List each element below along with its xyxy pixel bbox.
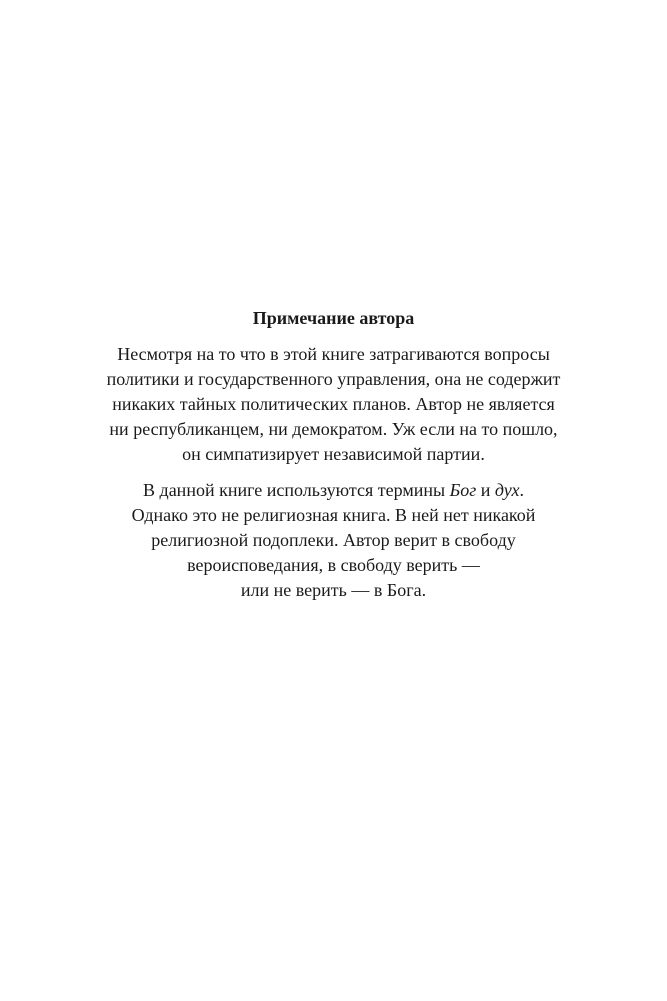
paragraph-line: Несмотря на то что в этой книге затрагиваются вопросы xyxy=(117,344,550,364)
paragraph-line: он симпатизирует независимой партии. xyxy=(182,444,485,464)
note-paragraph-religion xyxy=(0,478,667,603)
italic-term-god: Бог xyxy=(449,480,477,500)
paragraph-line: Однако это не религиозная книга. В ней нет никакой xyxy=(131,505,536,525)
paragraph-line: ни республиканцем, ни демократом. Уж если на то пошло, xyxy=(109,419,558,439)
paragraph-line: или не верить — в Бога. xyxy=(240,580,427,600)
paragraph-line: никаких тайных политических планов. Автор не является xyxy=(112,394,555,414)
paragraph-line: политики и государственного управления, она не содержит xyxy=(106,369,561,389)
italic-term-spirit: дух xyxy=(494,480,520,500)
author-note xyxy=(0,306,667,614)
paragraph-line-terms xyxy=(0,478,667,503)
note-paragraph-politics xyxy=(0,342,667,467)
text-segment: . xyxy=(519,480,524,500)
text-segment: В данной книге используются термины xyxy=(143,480,450,500)
note-title: Примечание автора xyxy=(252,308,415,328)
text-segment: и xyxy=(476,480,495,500)
paragraph-line: религиозной подоплеки. Автор верит в свободу xyxy=(151,530,516,550)
paragraph-line: вероисповедания, в свободу верить — xyxy=(187,555,480,575)
